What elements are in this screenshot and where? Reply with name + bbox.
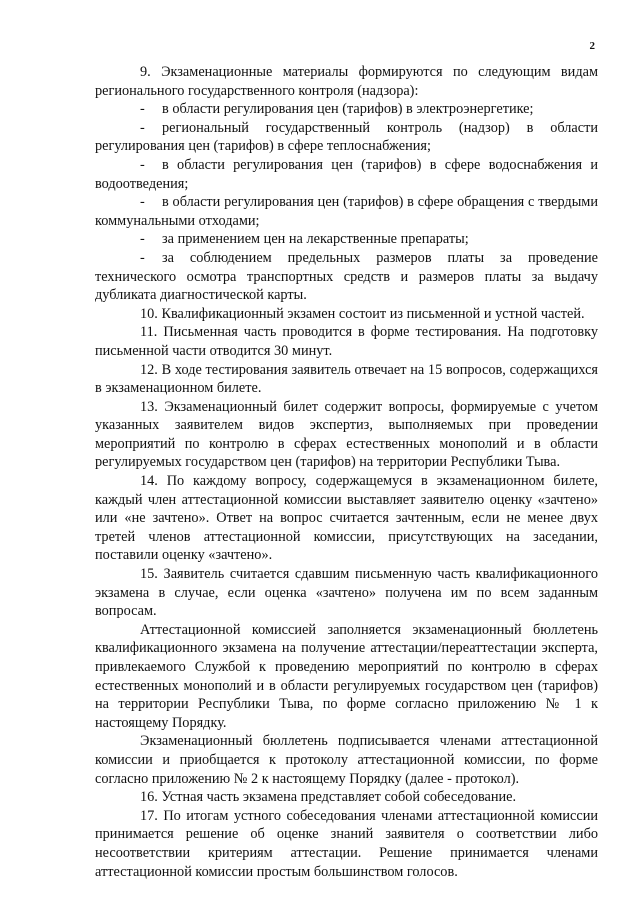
dash-marker: - [140,249,145,266]
page-number: 2 [589,40,595,52]
dash-marker: - [140,231,145,248]
paragraph-14: 14. По каждому вопросу, содержащемуся в экзаменационном билете, каждый член аттестационной комиссии выставляет заявителю оценку «зачтено» или «не зачтено». Ответ на вопрос считается зачтенным, если не менее двух третей членов аттестационной комиссии, присутствующих на заседании, поставили оценку «зачтено». [95,473,598,564]
list-item-text: за применением цен на лекарственные препараты; [162,231,469,248]
paragraph-ballot: Аттестационной комиссией заполняется экзаменационный бюллетень квалификационного экзамена на получение аттестации/переаттестации эксперта, привлекаемого Службой к проведению мероприятий по контролю в сферах естественных монополий и в области регулируемых государством цен (тарифов) на территории Республики Тыва, по форме согласно приложению № 1 к настоящему Порядку. [95,621,598,731]
paragraph-13: 13. Экзаменационный билет содержит вопросы, формируемые с учетом указанных заявителем видов экспертиз, выполняемых при проведении мероприятий по контролю в сферах естественных монополий и в области регулируемых государством цен (тарифов) на территории Республики Тыва. [95,398,598,471]
paragraph-12: 12. В ходе тестирования заявитель отвечает на 15 вопросов, содержащихся в экзаменационном билете. [95,361,598,397]
list-item-electricity [95,100,598,119]
paragraph-15: 15. Заявитель считается сдавшим письменную часть квалификационного экзамена в случае, если оценка «зачтено» получена им по всем заданным вопросам. [95,566,598,620]
dash-marker: - [140,119,145,136]
list-item-text: в области регулирования цен (тарифов) в электроэнергетике; [162,101,534,118]
dash-marker: - [140,156,145,173]
document-body [95,63,598,881]
list-item-water [95,156,598,193]
paragraph-16: 16. Устная часть экзамена представляет собой собеседование. [140,789,517,806]
paragraph-17: 17. По итогам устного собеседования членами аттестационной комиссии принимается решение об оценке знаний заявителя о соответствии либо несоответствии критериям аттестации. Решение принимается членами аттестационной комиссии простым большинством голосов. [95,807,598,880]
list-item-inspection [95,249,598,305]
paragraph-10: 10. Квалификационный экзамен состоит из письменной и устной частей. [140,305,585,322]
dash-marker: - [140,101,145,118]
list-item-text: в области регулирования цен (тарифов) в сфере водоснабжения и водоотведения; [95,156,598,192]
paragraph-9: 9. Экзаменационные материалы формируются по следующим видам регионального государственного контроля (надзора): [95,64,598,99]
list-item-waste [95,193,598,230]
list-item-heat [95,119,598,156]
list-item-medicines [95,230,598,249]
list-item-text: за соблюдением предельных размеров платы за проведение технического осмотра транспортных средств и размеров платы за выдачу дубликата диагностической карты. [95,249,598,304]
paragraph-11: 11. Письменная часть проводится в форме тестирования. На подготовку письменной части отводится 30 минут. [95,324,598,359]
list-item-text: региональный государственный контроль (надзор) в области регулирования цен (тарифов) в сфере теплоснабжения; [95,119,598,155]
paragraph-ballot-signing: Экзаменационный бюллетень подписывается членами аттестационной комиссии и приобщается к протоколу аттестационной комиссии, по форме согласно приложению № 2 к настоящему Порядку (далее - протокол). [95,733,598,787]
list-item-text: в области регулирования цен (тарифов) в сфере обращения с твердыми коммунальными отходами; [95,194,598,229]
dash-marker: - [140,194,145,211]
